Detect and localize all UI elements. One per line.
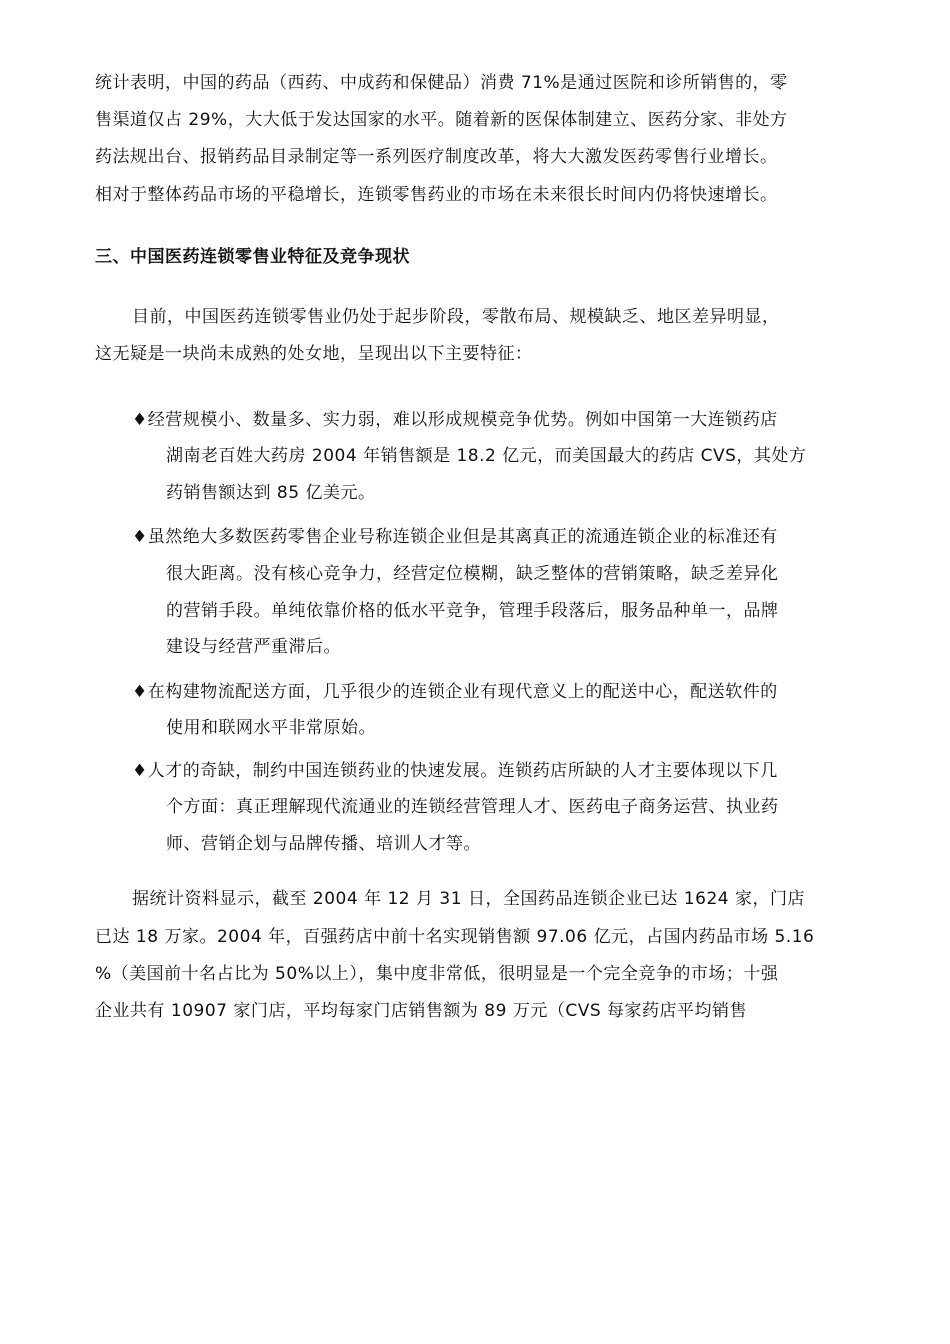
text-line: 统计表明，中国的药品（西药、中成药和保健品）消费 71%是通过医院和诊所销售的，零	[95, 73, 788, 93]
bullet-first-line: ♦在构建物流配送方面，几乎很少的连锁企业有现代意义上的配送中心，配送软件的	[132, 682, 778, 702]
text-line: 已达 18 万家。2004 年，百强药店中前十名实现销售额 97.06 亿元，占国内药品市场 5.16	[95, 927, 815, 947]
text-line: 目前，中国医药连锁零售业仍处于起步阶段，零散布局、规模缺乏、地区差异明显，	[132, 307, 780, 327]
bullet-first-line: ♦经营规模小、数量多、实力弱，难以形成规模竞争优势。例如中国第一大连锁药店	[132, 410, 778, 430]
bullet-line: 药销售额达到 85 亿美元。	[166, 483, 376, 503]
bullet-line: 的营销手段。单纯依靠价格的低水平竞争，管理手段落后，服务品种单一，品牌	[166, 601, 779, 621]
bullet-line: 建设与经营严重滞后。	[166, 637, 341, 657]
bullet-first-line: ♦人才的奇缺，制约中国连锁药业的快速发展。连锁药店所缺的人才主要体现以下几	[132, 761, 778, 781]
bullet-line: 个方面：真正理解现代流通业的连锁经营管理人才、医药电子商务运营、执业药	[166, 797, 779, 817]
bullet-line: 湖南老百姓大药房 2004 年销售额是 18.2 亿元，而美国最大的药店 CVS，其处方	[166, 446, 807, 466]
bullet-line: 很大距离。没有核心竞争力，经营定位模糊，缺乏整体的营销策略，缺乏差异化	[166, 564, 779, 584]
text-line: 药法规出台、报销药品目录制定等一系列医疗制度改革，将大大激发医药零售行业增长。	[95, 147, 778, 167]
section-heading: 三、中国医药连锁零售业特征及竞争现状	[95, 247, 410, 267]
text-line: %（美国前十名占比为 50%以上），集中度非常低，很明显是一个完全竞争的市场；十强	[95, 964, 779, 984]
text-line: 企业共有 10907 家门店，平均每家门店销售额为 89 万元（CVS 每家药店平均销售	[95, 1001, 748, 1021]
bullet-line: 使用和联网水平非常原始。	[166, 718, 376, 738]
bullet-line: 师、营销企划与品牌传播、培训人才等。	[166, 834, 481, 854]
bullet-first-line: ♦虽然绝大多数医药零售企业号称连锁企业但是其离真正的流通连锁企业的标准还有	[132, 527, 778, 547]
text-line: 售渠道仅占 29%，大大低于发达国家的水平。随着新的医保体制建立、医药分家、非处方	[95, 110, 788, 130]
text-line: 相对于整体药品市场的平稳增长，连锁零售药业的市场在未来很长时间内仍将快速增长。	[95, 185, 778, 205]
text-line: 这无疑是一块尚未成熟的处女地，呈现出以下主要特征：	[95, 344, 533, 364]
text-line: 据统计资料显示，截至 2004 年 12 月 31 日，全国药品连锁企业已达 1624 家，门店	[132, 889, 806, 909]
